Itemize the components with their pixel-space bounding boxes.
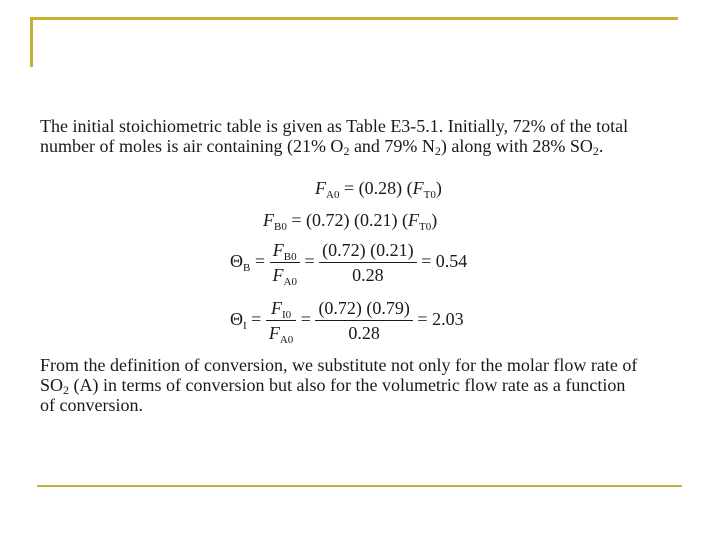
eq1-var-sub: T0	[423, 189, 436, 201]
eq3-equals: =	[254, 251, 265, 272]
eq4-den2: 0.28	[348, 323, 380, 343]
eq4-num1: F	[270, 298, 282, 318]
outro-line-2-part-a: SO	[40, 375, 64, 395]
eq1-var: F	[412, 178, 424, 198]
eq2-lhs-sub: B0	[274, 221, 287, 233]
intro-line-1: The initial stoichiometric table is given as Table E3-5.1. Initially, 72% of the total	[40, 116, 629, 136]
eq1-rhs: = (0.28) (	[343, 178, 413, 198]
eq3-den1-sub: A0	[283, 276, 297, 288]
equation-theta-i	[230, 298, 464, 344]
outro-line-1: From the definition of conversion, we substitute not only for the molar flow rate of	[40, 355, 638, 375]
outro-line-2-sub: 2	[63, 383, 70, 397]
top-decorative-rule	[30, 17, 678, 20]
eq4-den1-sub: A0	[279, 334, 294, 346]
eq2-var-sub: T0	[418, 221, 432, 233]
intro-line-2-part-a: number of moles is air containing (21% O	[40, 136, 344, 156]
eq3-fraction-numeric	[319, 240, 416, 286]
outro-line-3: of conversion.	[40, 395, 143, 415]
eq3-theta: Θ	[230, 251, 243, 272]
eq4-num2: (0.72) (0.79)	[315, 298, 412, 321]
eq4-den1: F	[268, 323, 280, 343]
intro-line-2-part-b: and 79% N	[349, 136, 435, 156]
eq4-num1-sub: I0	[281, 309, 292, 321]
intro-line-2-part-d: .	[598, 136, 604, 156]
eq3-result: = 0.54	[421, 251, 468, 272]
eq3-fraction-symbolic	[270, 240, 300, 286]
eq2-var: F	[407, 210, 419, 230]
eq1-lhs: F	[315, 178, 326, 198]
intro-paragraph	[40, 116, 690, 156]
outro-paragraph	[40, 355, 690, 415]
left-decorative-rule	[30, 17, 33, 67]
eq3-den1: F	[272, 265, 284, 285]
eq4-fraction-numeric	[315, 298, 412, 344]
bottom-decorative-rule	[37, 485, 682, 487]
outro-line-2	[40, 375, 690, 395]
eq4-theta-sub: I	[243, 320, 247, 333]
eq4-equals: =	[251, 309, 262, 330]
intro-line-2-sub-1: 2	[343, 144, 350, 158]
eq1-close: )	[435, 178, 442, 198]
equation-theta-b	[230, 240, 467, 286]
eq4-result: = 2.03	[417, 309, 464, 330]
intro-line-2-sub-2: 2	[434, 144, 441, 158]
eq3-num1: F	[272, 240, 284, 260]
eq2-lhs: F	[263, 210, 274, 230]
eq2-rhs: = (0.72) (0.21) (	[291, 210, 408, 230]
equation-fb0	[263, 210, 437, 231]
eq3-num1-sub: B0	[283, 251, 297, 263]
outro-line-2-part-b: (A) in terms of conversion but also for the volumetric flow rate as a function	[69, 375, 626, 395]
eq1-lhs-sub: A0	[326, 189, 340, 201]
intro-line-2-sub-3: 2	[592, 144, 599, 158]
eq3-den2: 0.28	[352, 265, 384, 285]
eq3-equals-2: =	[304, 251, 315, 272]
eq2-close: )	[431, 210, 438, 230]
eq3-theta-sub: B	[243, 262, 251, 275]
eq4-theta: Θ	[230, 309, 243, 330]
eq4-equals-2: =	[300, 309, 311, 330]
intro-line-2	[40, 136, 690, 156]
eq4-fraction-symbolic	[266, 298, 296, 344]
equation-fa0	[315, 178, 442, 199]
intro-line-2-part-c: ) along with 28% SO	[440, 136, 593, 156]
eq3-num2: (0.72) (0.21)	[319, 240, 416, 263]
